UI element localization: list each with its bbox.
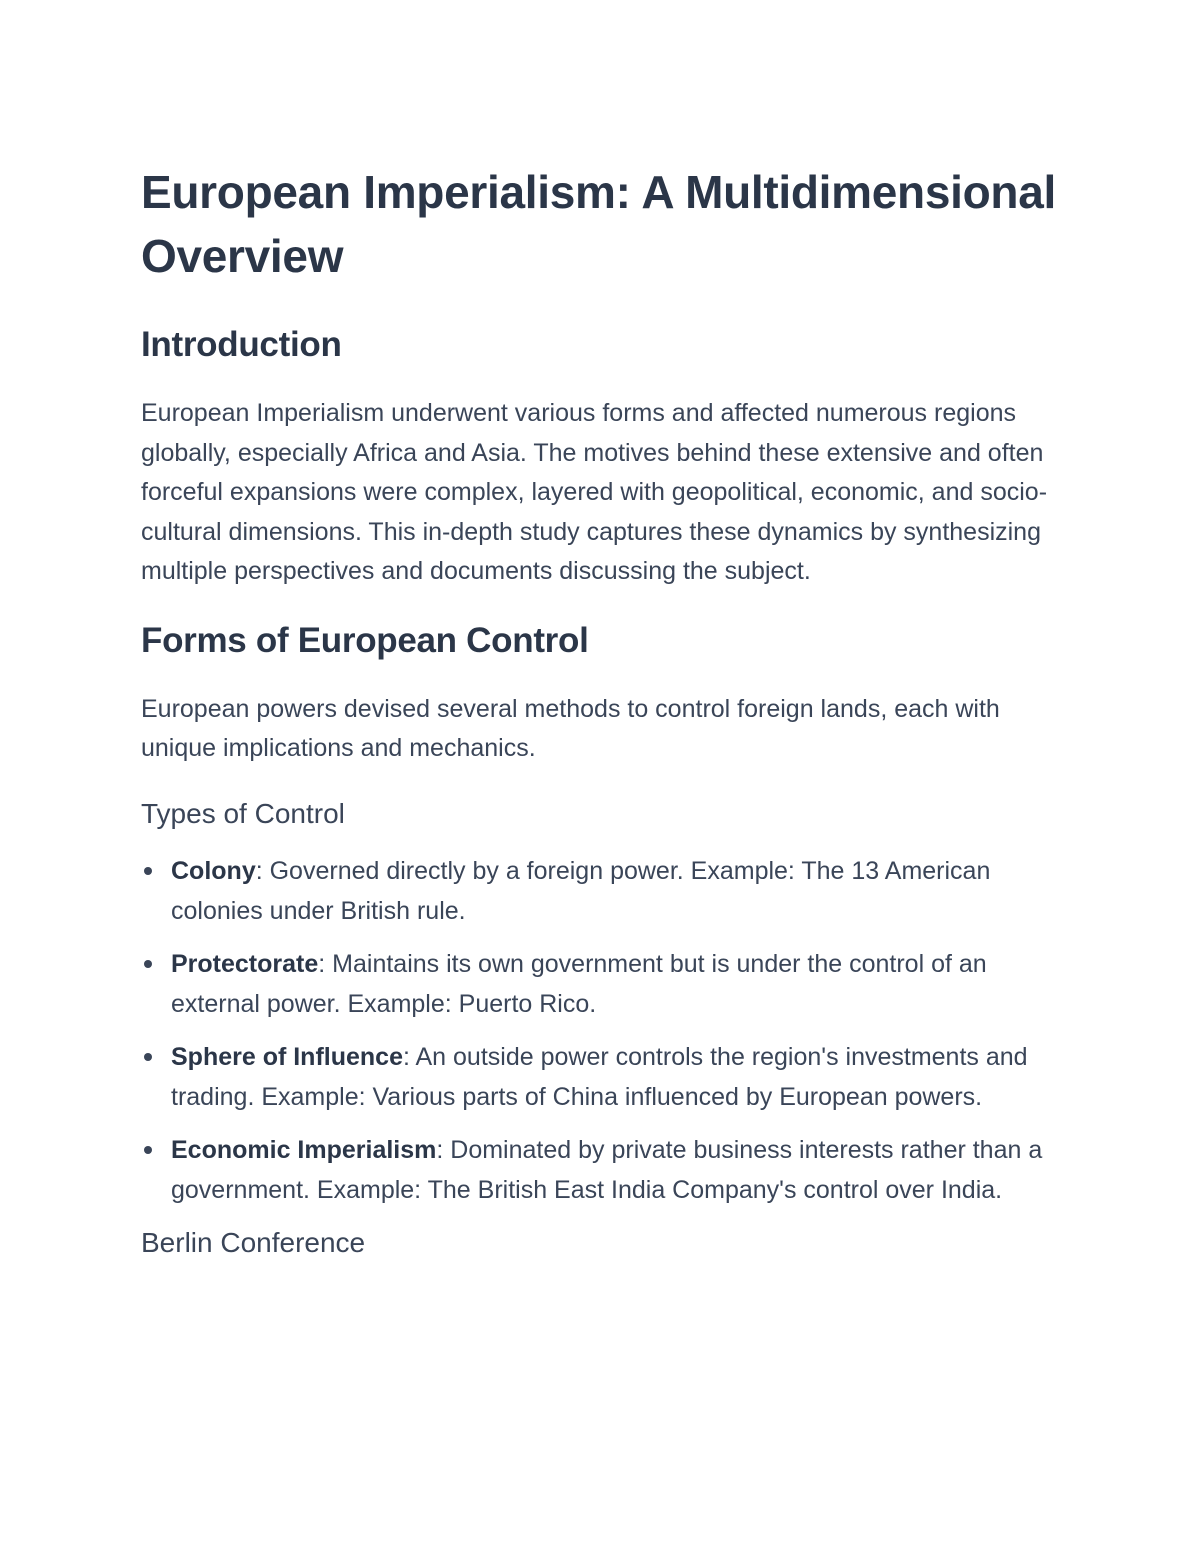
introduction-paragraph: European Imperialism underwent various forms and affected numerous regions globally, especially Africa and Asia. The motives behind these extensive and often forceful expansions were complex, layered with geopolitical, economic, and socio-cultural dimensions. This in-depth study captures these dynamics by synthesizing multiple perspectives and documents discussing the subject. (141, 399, 1048, 585)
subheading-berlin-conference: Berlin Conference (141, 1226, 366, 1258)
list-item-term: Colony (171, 856, 256, 885)
bullet-icon (144, 867, 152, 875)
types-of-control-list (141, 851, 1071, 1210)
list-item (141, 1037, 1071, 1117)
document-title: European Imperialism: A Multidimensional Overview (141, 166, 1056, 282)
list-item-term: Sphere of Influence (171, 1042, 403, 1071)
list-item-description: : Dominated by private business interests rather than a government. Example: The British East India Company's control over India. (171, 1135, 1043, 1204)
list-item-description: : Governed directly by a foreign power. Example: The 13 American colonies under British rule. (171, 856, 991, 925)
section-heading-forms-of-control: Forms of European Control (141, 620, 589, 660)
document-page (141, 160, 1071, 1280)
section-heading-introduction: Introduction (141, 325, 342, 364)
bullet-icon (144, 1053, 152, 1061)
list-item-term: Protectorate (171, 949, 319, 978)
list-item-description: : Maintains its own government but is under the control of an external power. Example: Puerto Rico. (171, 949, 987, 1018)
list-item-term: Economic Imperialism (171, 1135, 437, 1164)
list-item (141, 851, 1071, 931)
list-item-description: : An outside power controls the region's investments and trading. Example: Various parts of China influenced by European powers. (171, 1042, 1028, 1111)
forms-of-control-paragraph: European powers devised several methods to control foreign lands, each with unique implications and mechanics. (141, 694, 1000, 762)
bullet-icon (144, 960, 152, 968)
subheading-types-of-control: Types of Control (141, 797, 345, 829)
bullet-icon (144, 1146, 152, 1154)
list-item (141, 944, 1071, 1024)
list-item (141, 1130, 1071, 1210)
